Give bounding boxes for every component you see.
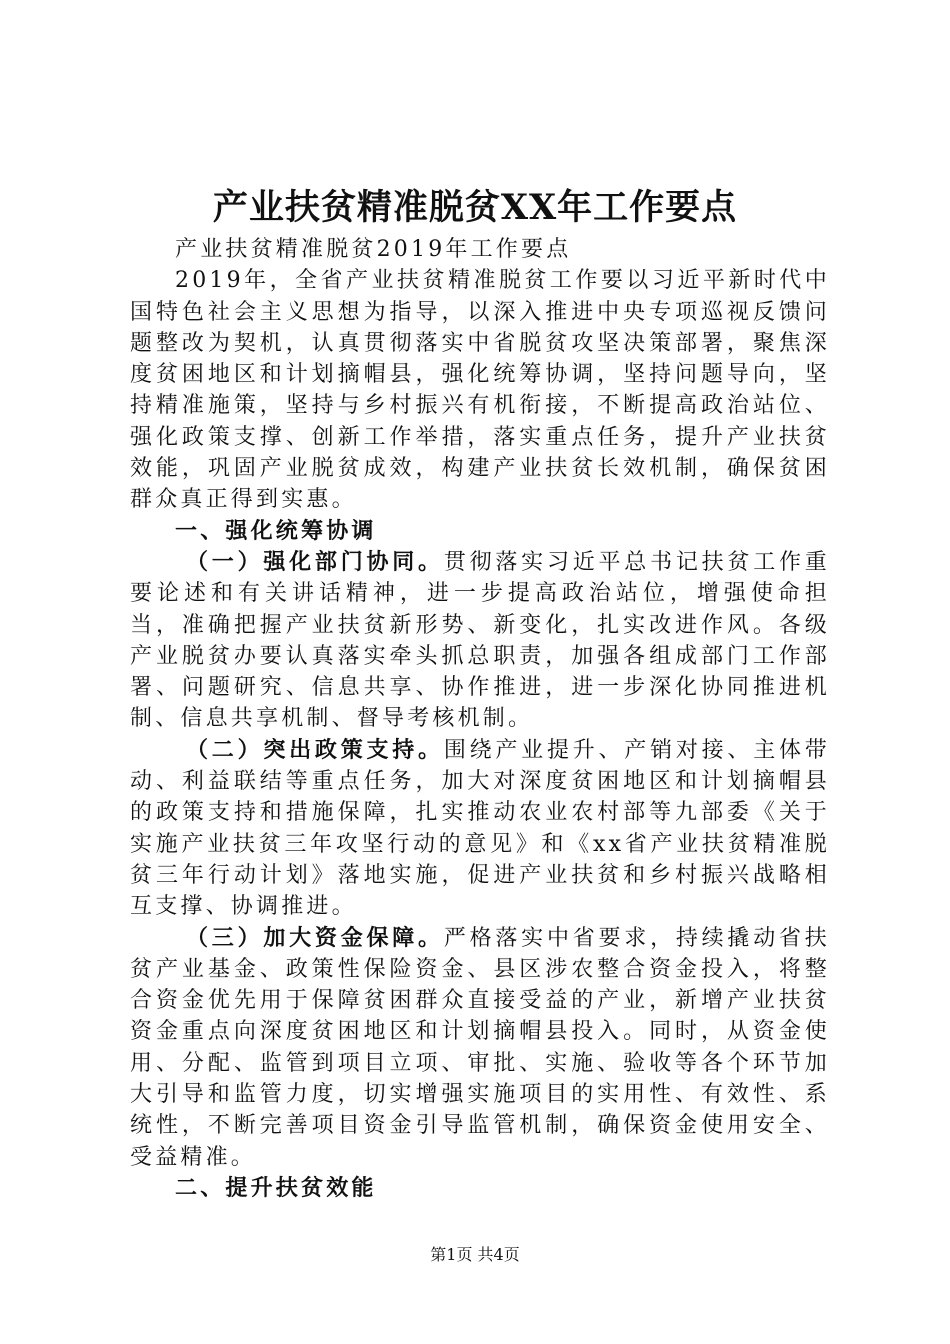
- document-body: [130, 234, 830, 1204]
- section-heading-2: 二、提升扶贫效能: [175, 1175, 377, 1201]
- subsection-paragraph-1: [130, 547, 830, 735]
- subsection-text-2: 围绕产业提升、产销对接、主体带动、利益联结等重点任务，加大对深度贫困地区和计划摘帽县的政策支持和措施保障，扎实推动农业农村部等九部委《关于实施产业扶贫三年攻坚行动的意见》和《xx省产业扶贫精准脱贫三年行动计划》落地实施，促进产业扶贫和乡村振兴战略相互支撑、协调推进。: [130, 737, 830, 920]
- subsection-heading-2: （二）突出政策支持。: [186, 737, 444, 763]
- subsection-text-1: 贯彻落实习近平总书记扶贫工作重要论述和有关讲话精神，进一步提高政治站位，增强使命担当，准确把握产业扶贫新形势、新变化，扎实改进作风。各级产业脱贫办要认真落实牵头抓总职责，加强各组成部门工作部署、问题研究、信息共享、协作推进，进一步深化协同推进机制、信息共享机制、督导考核机制。: [130, 549, 830, 732]
- section-heading-1: 一、强化统筹协调: [175, 518, 377, 544]
- document-title: 产业扶贫精准脱贫XX年工作要点: [212, 187, 738, 228]
- subsection-heading-3: （三）加大资金保障。: [186, 925, 444, 951]
- page-footer: 第1页 共4页: [430, 1245, 520, 1264]
- subsection-paragraph-2: [130, 735, 830, 923]
- subsection-text-3: 严格落实中省要求，持续撬动省扶贫产业基金、政策性保险资金、县区涉农整合资金投入，将整合资金优先用于保障贫困群众直接受益的产业，新增产业扶贫资金重点向深度贫困地区和计划摘帽县投入。同时，从资金使用、分配、监管到项目立项、审批、实施、验收等各个环节加大引导和监管力度，切实增强实施项目的实用性、有效性、系统性，不断完善项目资金引导监管机制，确保资金使用安全、受益精准。: [130, 925, 830, 1170]
- subtitle-line: 产业扶贫精准脱贫2019年工作要点: [175, 237, 572, 262]
- intro-paragraph: 2019年，全省产业扶贫精准脱贫工作要以习近平新时代中国特色社会主义思想为指导，以深入推进中央专项巡视反馈问题整改为契机，认真贯彻落实中省脱贫攻坚决策部署，聚焦深度贫困地区和计划摘帽县，强化统筹协调，坚持问题导向，坚持精准施策，坚持与乡村振兴有机衔接，不断提高政治站位、强化政策支撑、创新工作举措，落实重点任务，提升产业扶贫效能，巩固产业脱贫成效，构建产业扶贫长效机制，确保贫困群众真正得到实惠。: [130, 268, 830, 513]
- subsection-heading-1: （一）强化部门协同。: [186, 549, 444, 575]
- subsection-paragraph-3: [130, 923, 830, 1173]
